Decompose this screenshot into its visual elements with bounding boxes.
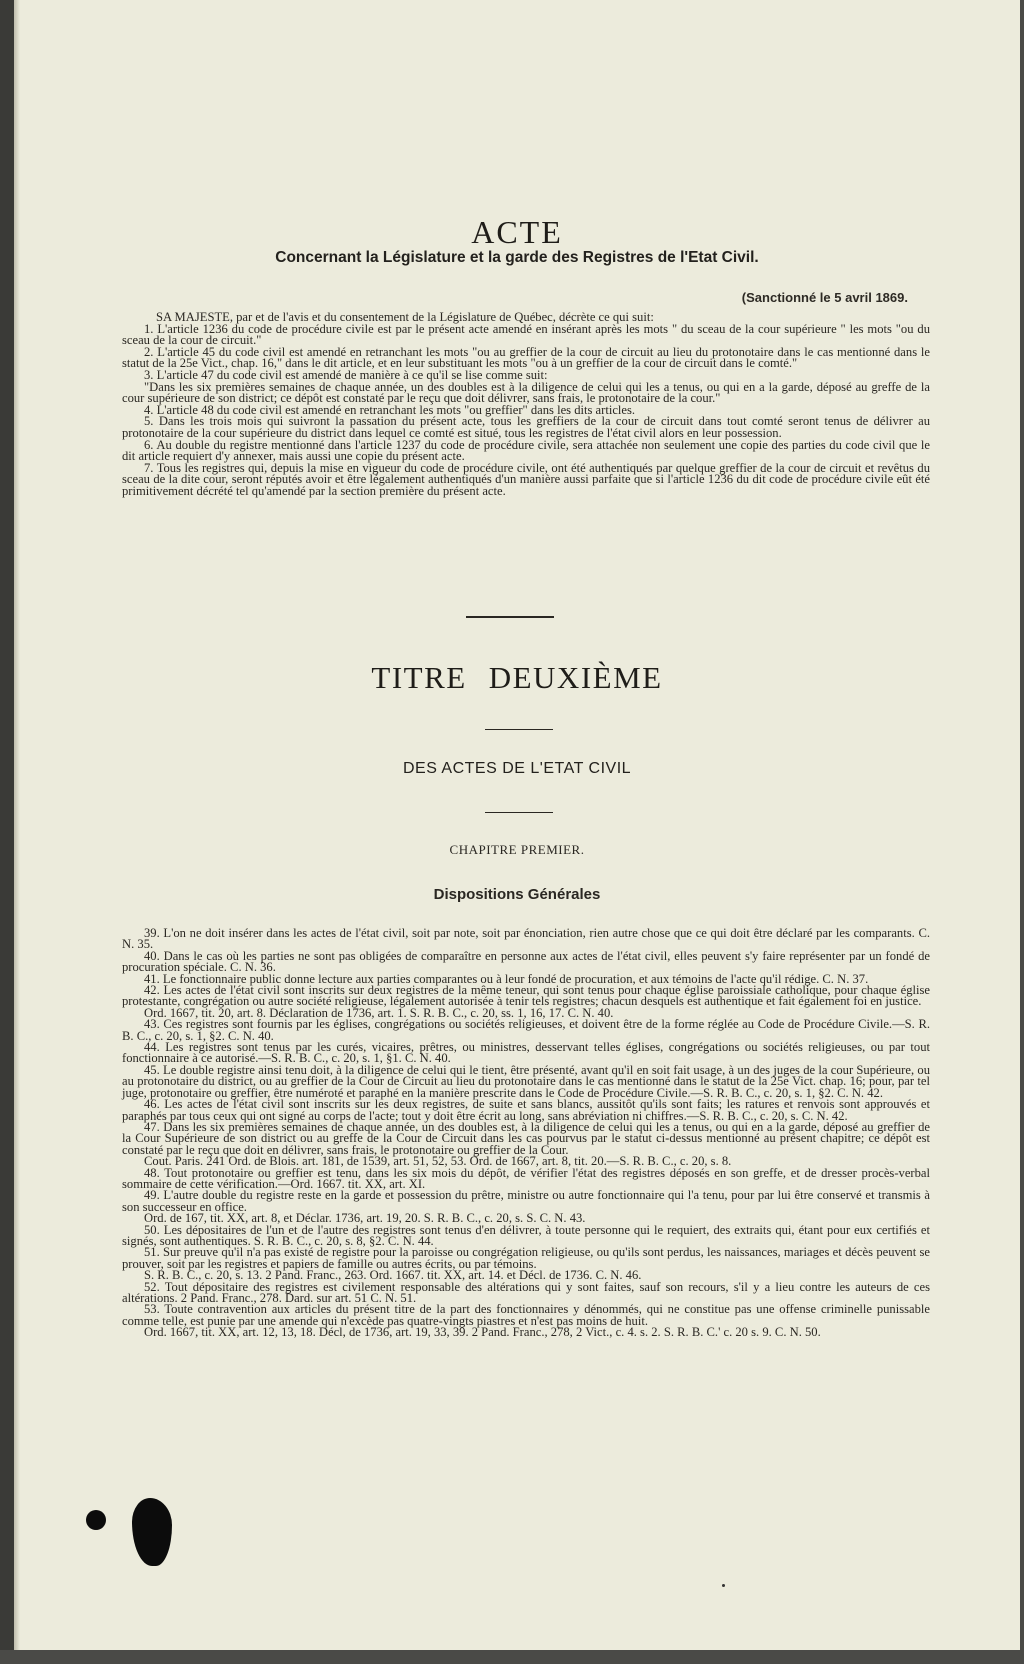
article-reference: Ord. 1667, tit. XX, art. 12, 13, 18. Décl, de 1736, art. 19, 33, 39. 2 Pand. Franc., 278, 2 Vict., c. 4. s. 2. S. R. B. C.' c. 20 s. 9. C. N. 50. (144, 1325, 821, 1340)
acte-paragraph: 6. Au double du registre mentionné dans l'article 1237 du code de procédure civile, sera attachée non seulement une copie des parties du code civil que le dit article requiert d'y annexer, mais aussi une copie du présent acte. (122, 437, 930, 464)
speck (722, 1584, 725, 1587)
article-paragraph: 46. Les actes de l'état civil sont inscrits sur les deux registres, de suite et sans blancs, aussitôt qu'ils sont faits; les ratures et renvois sont approuvés et paraphés par tous ceux qui ont signé au corps de l'acte; tout y doit être écrit au long, sans abréviation ni chiffres.—S. R. B. C., c. 20, s. C. N. 42. (122, 1097, 930, 1123)
article-paragraph: 47. Dans les six premières semaines de chaque année, un des doubles est, à la diligence de celui qui les a tenus, ou qui en a la garde, déposé au greffier de la Cour Supérieure de son district ou au greffe de la Cour de Circuit dans les cas pourvus par le statut ci-dessus mentionné au présent chapitre; ce dépôt est constaté par le reçu que doit en délivrer, sans frais, le protonotaire ou greffier de la Cour. (122, 1119, 930, 1157)
article-paragraph: 44. Les registres sont tenus par les curés, vicaires, prêtres, ou ministres, desservant telles églises, congrégations ou sociétés religieuses, ou par tout fonctionnaire à ce autorisé.—S. R. B. C., c. 20, s. 1, §1. C. N. 40. (122, 1040, 930, 1066)
section-heading: DES ACTES DE L'ETAT CIVIL (402, 760, 632, 777)
articles-body (122, 928, 930, 1339)
article-reference: Ord. de 167, tit. XX, art. 8, et Déclar. 1736, art. 19, 20. S. R. B. C., c. 20, s. S. C. N. 43. (144, 1211, 586, 1226)
acte-paragraph: SA MAJESTE, par et de l'avis et du consentement de la Législature de Québec, décrète ce qui suit: (156, 310, 654, 324)
ink-dot (86, 1510, 106, 1530)
article-reference: Ord. 1667, tit. 20, art. 8. Déclaration de 1736, art. 1. S. R. B. C., c. 20, ss. 1, 16, 17. C. N. 40. (144, 1005, 614, 1020)
acte-paragraph: 7. Tous les registres qui, depuis la mise en vigueur du code de procédure civile, ont été authentiqués par quelque greffier de la cour de circuit et revêtus du sceau de la dite cour, seront réputés avoir et être légalement authentiqués d'un manière aussi parfaite que si l'article 1236 du dit code de procédure civile eût été primitivement décrété tel qu'amendé par la section première du présent acte. (122, 460, 930, 498)
acte-paragraph: 3. L'article 47 du code civil est amendé de manière à ce qu'il se lise comme suit: (144, 367, 548, 382)
article-paragraph: 42. Les actes de l'état civil sont inscrits sur deux registres de la même teneur, qui sont tenus pour chaque église paroissiale catholique, pour chaque église protestante, congrégation ou autre société religieuse, légalement autorisée à tenir tels registres; chacun desquels est authentique et fait également foi en justice. (122, 983, 930, 1009)
article-reference: S. R. B. C., c. 20, s. 13. 2 Pand. Franc., 263. Ord. 1667. tit. XX, art. 14. et Décl. de 1736. C. N. 46. (144, 1268, 642, 1283)
acte-title: ACTE (471, 214, 563, 251)
article-paragraph: 50. Les dépositaires de l'un et de l'autre des registres sont tenus d'en délivrer, à toute personne qui le requiert, des extraits qui, étant pour eux certifiés et signés, sont authentiques. S. R. B. C., c. 20, s. 8, §2. C. N. 44. (122, 1222, 930, 1248)
article-paragraph: 49. L'autre double du registre reste en la garde et possession du prêtre, ministre ou autre fonctionnaire qui l'a tenu, pour par lui être conservé et transmis à son successeur en office. (122, 1188, 930, 1214)
acte-body (122, 312, 930, 498)
article-paragraph: 52. Tout dépositaire des registres est civilement responsable des altérations qui y sont faites, sauf son recours, s'il y a lieu contre les auteurs de ces altérations. 2 Pand. Franc., 278. Dard. sur art. 51 C. N. 51. (122, 1279, 930, 1305)
acte-paragraph: 2. L'article 45 du code civil est amendé en retranchant les mots "ou au greffier de la cour de circuit au lieu du protonotaire dans le cas mentionné dans le statut de la 25e Vict., chap. 16," dans le dit article, et en leur substituant les mots "ou à un greffier de la cour de circuit dans le comté." (122, 344, 930, 371)
chapter-heading: CHAPITRE PREMIER. (449, 842, 585, 857)
article-paragraph: 39. L'on ne doit insérer dans les actes de l'état civil, soit par note, soit par énonciation, rien autre chose que ce qui doit être déclaré par les comparants. C. N. 35. (122, 926, 930, 952)
titre-word: TITRE (371, 660, 467, 695)
article-reference: Cout. Paris. 241 Ord. de Blois. art. 181, de 1539, art. 51, 52, 53. Ord. de 1667, art. 8, tit. 20.—S. R. B. C., c. 20, s. 8. (144, 1154, 732, 1169)
article-paragraph: 45. Le double registre ainsi tenu doit, à la diligence de celui qui le tient, être présenté, avant qu'il en soit fait usage, à un des juges de la cour Supérieure, ou au protonotaire du district, ou au greffier de la Cour de Circuit au lieu du protonotaire dans le cas mentionné dans le statut de la 25e Vict. chap. 16; pour, par tel juge, protonotaire ou greffier, être numéroté et paraphé en la manière prescrite dans le Code de Procédure Civile.—S. R. B. C., c. 20, s. 1, §2. C. N. 42. (122, 1062, 930, 1100)
titre-heading (14, 660, 1020, 696)
article-paragraph: 43. Ces registres sont fournis par les églises, congrégations ou sociétés religieuses, et doivent être de la forme réglée au Code de Procédure Civile.—S. R. B. C., c. 20, s. 1, §2. C. N. 40. (122, 1017, 930, 1043)
titre-number: DEUXIÈME (488, 660, 663, 695)
acte-paragraph: 1. L'article 1236 du code de procédure civile est par le présent acte amendé en insérant après les mots " du sceau de la cour supérieure " les mots "ou du sceau de la cour de circuit." (122, 321, 930, 348)
acte-paragraph: 5. Dans les trois mois qui suivront la passation du présent acte, tous les greffiers de la cour de circuit dans tout comté seront tenus de délivrer au protonotaire de la cour supérieure du district dans lequel ce comté est situé, tous les registres de l'état civil alors en leur possession. (122, 414, 930, 440)
sanction-date: (Sanctionné le 5 avril 1869. (741, 290, 908, 305)
divider-rule (485, 729, 553, 730)
acte-paragraph: "Dans les six premières semaines de chaque année, un des doubles est à la diligence de celui qui les a tenus, ou qui en a la garde, déposé au greffe de la cour supérieure de son district; ce dépôt est constaté par le reçu que doit délivrer, sans frais, le protonotaire de la cour." (122, 379, 930, 406)
article-paragraph: 40. Dans le cas où les parties ne sont pas obligées de comparaître en personne aux actes de l'état civil, elles peuvent s'y faire représenter par un fondé de procuration spéciale. C. N. 36. (122, 948, 930, 975)
article-paragraph: 53. Toute contravention aux articles du présent titre de la part des fonctionnaires y dénommés, qui ne constitue pas une offense criminelle punissable comme telle, est punie par une amende qui n'excède pas quatre-vingts piastres et n'est pas moins de huit. (122, 1302, 930, 1328)
article-paragraph: 41. Le fonctionnaire public donne lecture aux parties comparantes ou à leur fondé de procuration, et aux témoins de l'acte qu'il rédige. C. N. 37. (144, 971, 869, 986)
divider-rule (485, 812, 553, 813)
dispositions-heading: Dispositions Générales (433, 886, 601, 903)
article-paragraph: 51. Sur preuve qu'il n'a pas existé de registre pour la paroisse ou congrégation religieuse, ou qu'ils sont perdus, les naissances, mariages et décès peuvent se prouver, soit par les registres et papiers de famille ou autres écrits, ou par témoins. (122, 1245, 930, 1271)
article-paragraph: 48. Tout protonotaire ou greffier est tenu, dans les six mois du dépôt, de vérifier l'état des registres déposés en son greffe, et de dresser procès-verbal sommaire de cette vérification.—Ord. 1667. tit. XX, art. XI. (122, 1165, 930, 1191)
ink-smudge (132, 1498, 172, 1566)
acte-subtitle: Concernant la Législature et la garde des Registres de l'Etat Civil. (275, 249, 759, 266)
acte-paragraph: 4. L'article 48 du code civil est amendé en retranchant les mots "ou greffier" dans les dits articles. (144, 402, 636, 417)
divider-rule (466, 616, 554, 618)
